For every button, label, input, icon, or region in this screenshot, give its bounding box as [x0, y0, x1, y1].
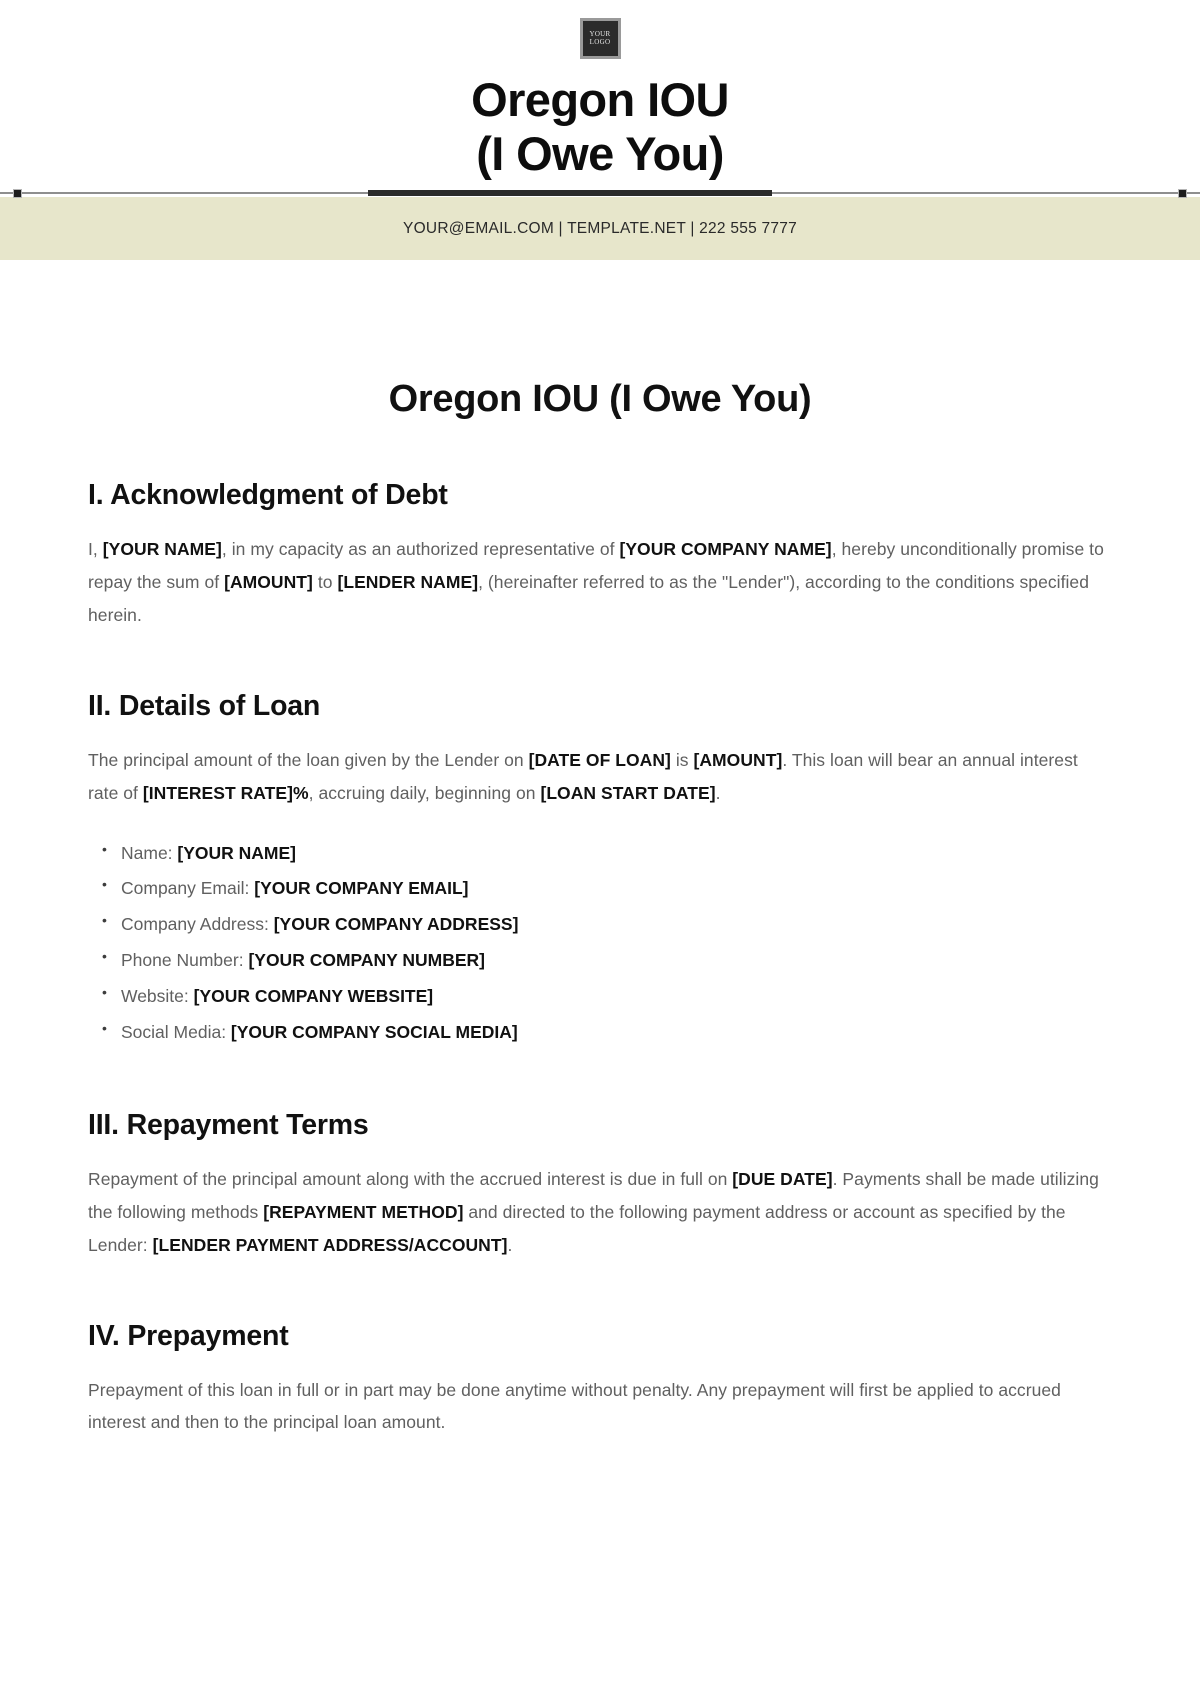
para-text: Repayment of the principal amount along with the accrued interest is due in full on [88, 1168, 733, 1189]
para-text: Prepayment of this loan in full or in part may be done anytime without penalty. Any prepayment will first be applied to accrued interest and then to the principal loan amount. [88, 1379, 1061, 1433]
letterhead-title-line-2: (I Owe You) [476, 126, 724, 180]
section-repayment-terms [88, 1109, 1112, 1262]
list-item [102, 836, 1112, 872]
section-heading: I. Acknowledgment of Debt [88, 479, 448, 512]
contact-info: YOUR@EMAIL.COM | TEMPLATE.NET | 222 555 7777 [402, 219, 797, 237]
placeholder-amount: [AMOUNT] [224, 572, 313, 593]
list-item-label: Website: [121, 986, 194, 1007]
document-title: Oregon IOU (I Owe You) [388, 378, 812, 421]
para-text: I, [88, 539, 103, 560]
list-item-label: Company Address: [121, 914, 274, 935]
document-body [0, 260, 1200, 1439]
section-prepayment [88, 1320, 1112, 1440]
para-text: is [670, 749, 694, 770]
logo-line-2: LOGO [589, 37, 611, 46]
placeholder-interest-rate: [INTEREST RATE]% [142, 782, 309, 803]
corner-marker-right-icon [1178, 189, 1187, 198]
placeholder-date-of-loan: [DATE OF LOAN] [528, 749, 671, 770]
letterhead-divider [0, 189, 1200, 197]
logo-row [0, 0, 1200, 59]
para-text: , in my capacity as an authorized representative of [221, 539, 620, 560]
list-item-label: Company Email: [121, 878, 255, 899]
para-text: , (hereinafter referred to as the "Lender"), according to the conditions specified herein. [88, 572, 1090, 625]
placeholder-due-date: [DUE DATE] [732, 1168, 833, 1189]
logo-line-1: YOUR [589, 30, 611, 39]
list-item-label: Social Media: [121, 1021, 231, 1042]
list-item [102, 1015, 1112, 1051]
list-item [102, 943, 1112, 979]
list-item-label: Phone Number: [121, 950, 249, 971]
para-text: The principal amount of the loan given by the Lender on [88, 749, 529, 770]
para-text: . This loan will bear an annual interest rate of [88, 749, 1078, 803]
list-item-value: [YOUR NAME] [177, 842, 297, 863]
your-logo-placeholder [580, 18, 621, 59]
list-item [102, 979, 1112, 1015]
list-item-value: [YOUR COMPANY NUMBER] [248, 950, 486, 971]
placeholder-lender-name: [LENDER NAME] [337, 572, 479, 593]
section-paragraph [88, 533, 1112, 632]
thick-accent-rule [368, 190, 772, 196]
section-heading: II. Details of Loan [88, 689, 321, 722]
list-item-label: Name: [121, 842, 178, 863]
placeholder-repayment-method: [REPAYMENT METHOD] [263, 1201, 464, 1222]
section-details-of-loan [88, 690, 1112, 1051]
section-paragraph [88, 1163, 1112, 1262]
list-item [102, 871, 1112, 907]
section-paragraph [88, 744, 1112, 810]
letterhead-title [0, 73, 1200, 180]
corner-marker-left-icon [13, 189, 22, 198]
para-text: , hereby unconditionally promise to repay the sum of [88, 539, 1104, 593]
list-item [102, 907, 1112, 943]
section-heading: III. Repayment Terms [88, 1108, 369, 1141]
list-item-value: [YOUR COMPANY SOCIAL MEDIA] [230, 1021, 518, 1042]
list-item-value: [YOUR COMPANY ADDRESS] [273, 914, 519, 935]
loan-details-list [88, 836, 1112, 1051]
para-text: . Payments shall be made utilizing the following methods [88, 1168, 1099, 1222]
letterhead [0, 0, 1200, 260]
placeholder-amount: [AMOUNT] [693, 749, 783, 770]
list-item-value: [YOUR COMPANY WEBSITE] [193, 986, 434, 1007]
section-paragraph [88, 1374, 1112, 1440]
placeholder-lender-payment-address: [LENDER PAYMENT ADDRESS/ACCOUNT] [152, 1234, 508, 1255]
section-heading: IV. Prepayment [88, 1319, 289, 1352]
section-acknowledgment-of-debt [88, 479, 1112, 632]
placeholder-company-name: [YOUR COMPANY NAME] [619, 539, 832, 560]
para-text: . [507, 1234, 513, 1255]
contact-band [0, 197, 1200, 260]
para-text: . [715, 782, 721, 803]
placeholder-loan-start-date: [LOAN START DATE] [540, 782, 716, 803]
placeholder-your-name: [YOUR NAME] [102, 539, 222, 560]
list-item-value: [YOUR COMPANY EMAIL] [254, 878, 469, 899]
para-text: , accruing daily, beginning on [308, 782, 541, 803]
para-text: to [312, 572, 338, 593]
letterhead-title-line-1: Oregon IOU [471, 73, 729, 126]
para-text: and directed to the following payment address or account as specified by the Lender: [88, 1201, 1066, 1255]
